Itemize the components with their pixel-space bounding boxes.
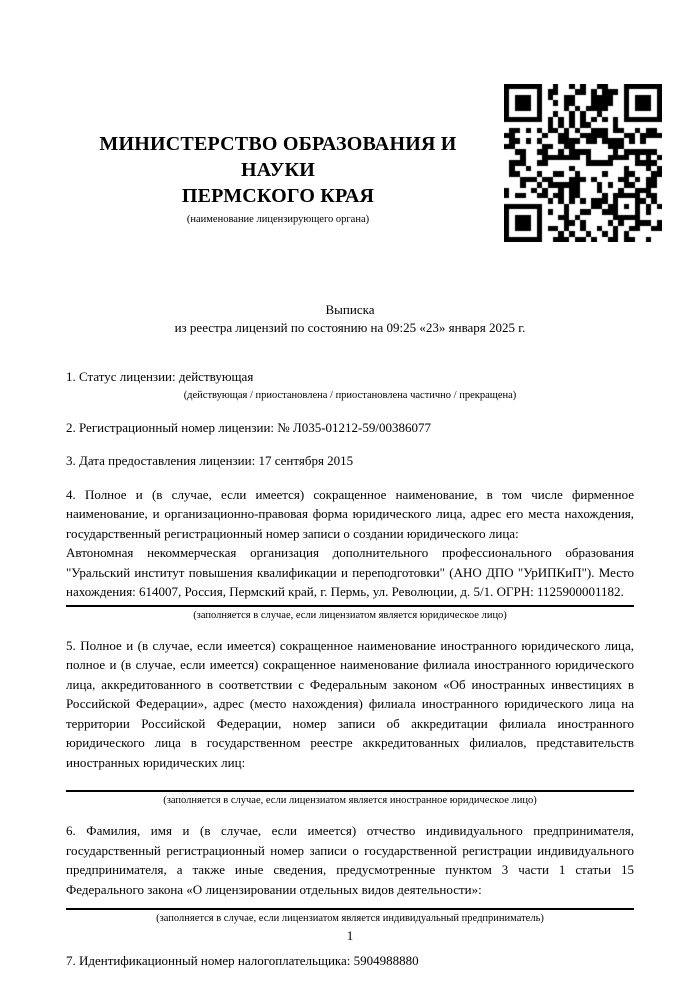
- ministry-name-line1: МИНИСТЕРСТВО ОБРАЗОВАНИЯ И НАУКИ: [99, 133, 457, 181]
- page-number: 1: [346, 928, 354, 943]
- document-title-line2: из реестра лицензий по состоянию на 09:25 «23» января 2025 г.: [174, 320, 526, 335]
- item-4-legal-entity-label: 4. Полное и (в случае, если имеется) сокращенное наименование, в том числе фирменное наименование, и организационно-правовая форма юридического лица, адрес его места нахождения, государственный регистрационный номер записи о создании юридического лица:: [66, 486, 634, 541]
- foreign-entity-form-line: [66, 790, 634, 792]
- ministry-name-line2: ПЕРМСКОГО КРАЯ: [181, 185, 375, 207]
- foreign-entity-caption: (заполняется в случае, если лицензиатом является иностранное юридическое лицо): [163, 795, 537, 806]
- item-1-license-status: 1. Статус лицензии: действующая: [66, 369, 254, 384]
- status-options-caption: (действующая / приостановлена / приостановлена частично / прекращена): [183, 389, 517, 401]
- document-body: [66, 0, 634, 971]
- item-2-registration-number: 2. Регистрационный номер лицензии: № Л035-01212-59/00386077: [66, 419, 432, 435]
- legal-entity-caption: (заполняется в случае, если лицензиатом является юридическое лицо): [193, 609, 507, 621]
- item-6-entrepreneur-label: 6. Фамилия, имя и (в случае, если имеется) отчество индивидуального предпринимателя, государственный регистрационный номер записи о государственной регистрации индивидуального предпринимателя, а также иные сведения, предусмотренные пунктом 3 части 1 статьи 15 Федерального закона «О лицензировании отдельных видов деятельности»:: [66, 823, 634, 897]
- legal-entity-form-line: [66, 605, 634, 607]
- document-title: [66, 301, 634, 337]
- item-7-taxpayer-number: 7. Идентификационный номер налогоплательщика: 5904988880: [66, 953, 419, 968]
- item-5-foreign-entity-label: 5. Полное и (в случае, если имеется) сокращенное наименование иностранного юридического лица, полное и (в случае, если имеется) сокращенное наименование филиала иностранного юридического лица, аккредитованного в соответствии с Федеральным законом «Об иностранных инвестициях в Российской Федерации», адрес (место нахождения) филиала иностранного юридического лица на территории Российской Федерации, номер записи об аккредитации филиала иностранного юридического лица в государственном реестре аккредитованных филиалов, представительств иностранных юридических лиц:: [66, 637, 634, 770]
- entrepreneur-form-line: [66, 908, 634, 910]
- entrepreneur-caption: (заполняется в случае, если лицензиатом является индивидуальный предприниматель): [156, 913, 544, 924]
- item-3-license-date: 3. Дата предоставления лицензии: 17 сентября 2015: [66, 453, 354, 468]
- item-4-legal-entity-value: Автономная некоммерческая организация дополнительного профессионального образования "Уральский институт повышения квалификации и переподготовки" (АНО ДПО "УрИПКиП"). Место нахождения: 614007, Россия, Пермский край, г. Пермь, ул. Революции, д. 5/1. ОГРН: 1125900001182.: [66, 545, 634, 599]
- ministry-caption: (наименование лицензирующего органа): [186, 214, 370, 225]
- document-title-line1: Выписка: [325, 302, 375, 317]
